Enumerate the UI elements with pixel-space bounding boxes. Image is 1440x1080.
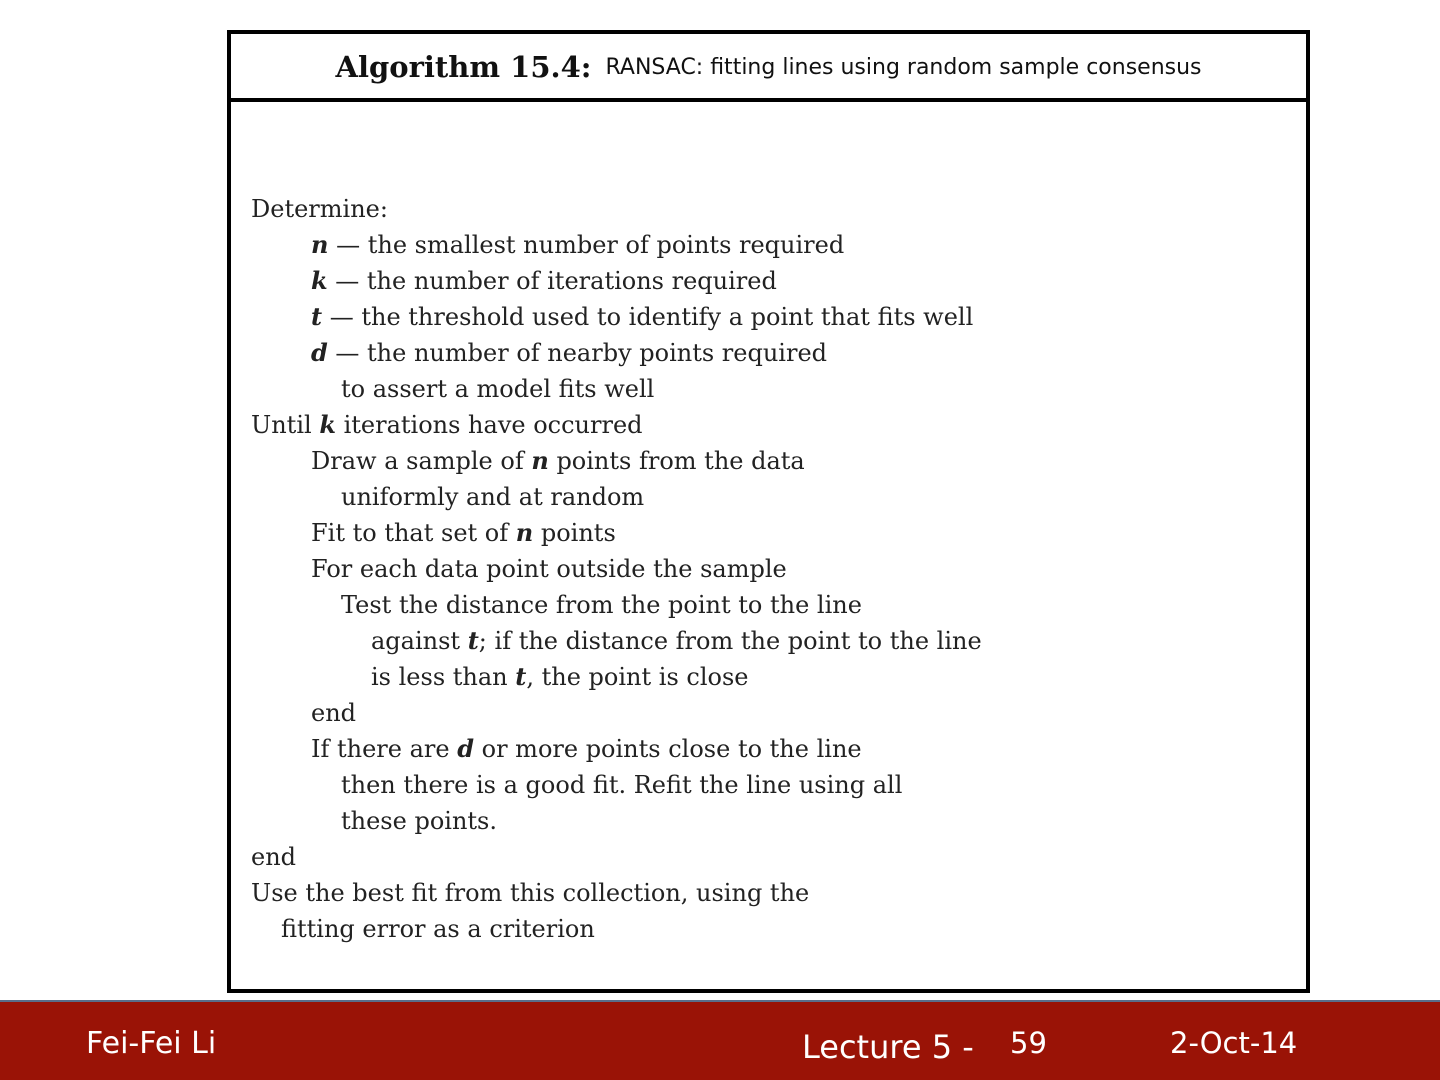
algo-line: t — the threshold used to identify a point that fits well	[311, 302, 974, 331]
algo-line: Fit to that set of n points	[311, 518, 616, 547]
algo-line: against t; if the distance from the point to the line	[371, 626, 982, 655]
algorithm-box	[227, 30, 1310, 993]
footer-author: Fei-Fei Li	[86, 1026, 217, 1061]
footer-date: 2-Oct-14	[1170, 1026, 1298, 1060]
algo-line: d — the number of nearby points required	[311, 338, 828, 367]
algo-line: end	[251, 843, 297, 871]
algo-line: fitting error as a criterion	[281, 915, 595, 943]
algo-line: Until k iterations have occurred	[251, 410, 643, 439]
algorithm-title: RANSAC: fitting lines using random sample consensus	[605, 54, 1202, 80]
footer-page-number: 59	[1010, 1026, 1047, 1060]
algo-line: For each data point outside the sample	[311, 555, 787, 583]
algo-line: to assert a model fits well	[341, 375, 655, 403]
algo-line: Draw a sample of n points from the data	[311, 446, 805, 475]
algorithm-body	[251, 191, 1286, 947]
algo-line: end	[311, 699, 357, 727]
algorithm-number: Algorithm 15.4:	[335, 50, 592, 84]
algo-line: n — the smallest number of points required	[311, 230, 845, 259]
footer-lecture: Lecture 5 -	[802, 1028, 974, 1066]
algorithm-header	[231, 34, 1306, 102]
algo-line: k — the number of iterations required	[311, 266, 777, 295]
algo-line: then there is a good fit. Refit the line using all	[341, 771, 903, 799]
algo-line: Test the distance from the point to the line	[341, 591, 862, 619]
algo-line: uniformly and at random	[341, 483, 645, 511]
algo-line: If there are d or more points close to the line	[311, 734, 862, 763]
algo-line: Determine:	[251, 195, 388, 223]
algo-line: Use the best fit from this collection, using the	[251, 879, 810, 907]
algo-line: these points.	[341, 807, 497, 835]
algo-line: is less than t, the point is close	[371, 662, 749, 691]
slide-footer	[0, 1000, 1440, 1080]
